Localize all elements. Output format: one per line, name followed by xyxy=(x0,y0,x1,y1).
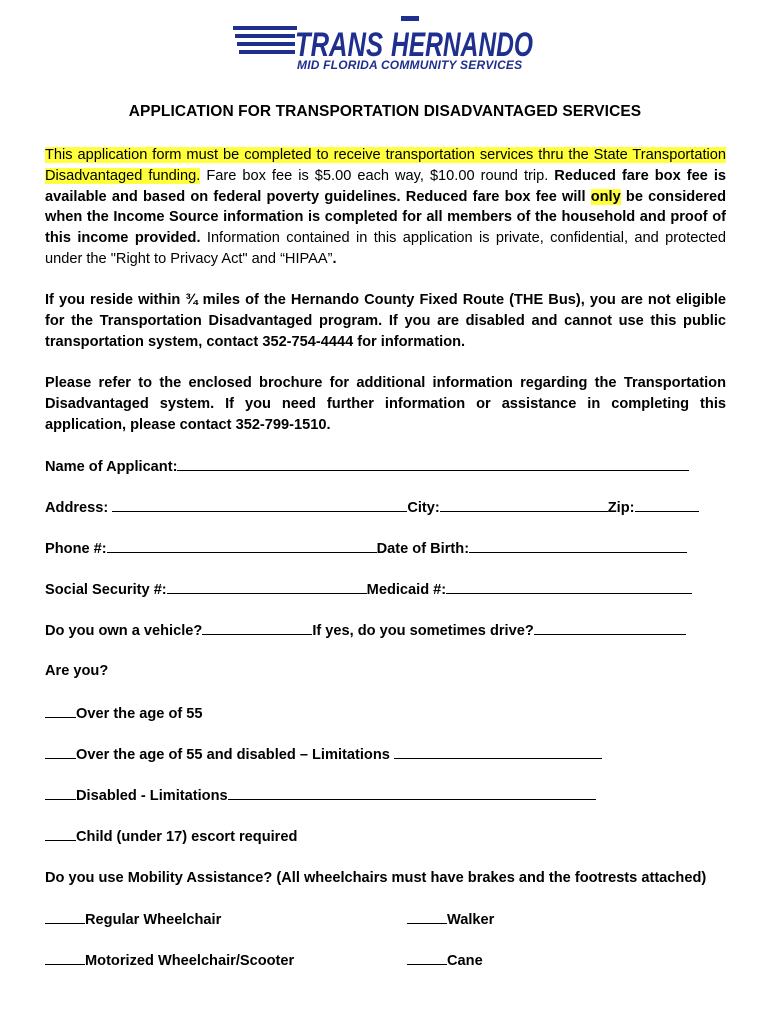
ssn-label: Social Security #: xyxy=(45,582,167,598)
phone-label: Phone #: xyxy=(45,541,107,557)
motorized-wheelchair-checkline[interactable] xyxy=(45,951,85,965)
motorized-wheelchair-label: Motorized Wheelchair/Scooter xyxy=(85,953,295,969)
city-field[interactable] xyxy=(440,498,608,512)
page-title: APPLICATION FOR TRANSPORTATION DISADVANTAGED SERVICES xyxy=(128,103,642,120)
over55-checkline[interactable] xyxy=(45,704,76,718)
fixed-route-notice: If you reside within ¾ miles of the Hernando County Fixed Route (THE Bus), you are not eligible for the Transportation Disadvantaged program. If you are disabled and cannot use this public transportation system, contact 352-754-4444 for information. xyxy=(45,292,726,350)
vehicle-field[interactable] xyxy=(202,621,312,635)
regular-wheelchair-label: Regular Wheelchair xyxy=(85,912,222,928)
regular-wheelchair-checkline[interactable] xyxy=(45,910,85,924)
dob-label: Date of Birth: xyxy=(376,541,470,557)
are-you-heading: Are you? xyxy=(45,663,109,679)
reduced-fare-info: Reduced fare box fee is available and based on federal poverty guidelines. Reduced fare box fee will xyxy=(45,167,726,205)
logo-subtitle: MID FLORIDA COMMUNITY SERVICES xyxy=(297,58,523,72)
over55-disabled-option xyxy=(45,745,602,764)
logo-word-trans: TRANS xyxy=(295,26,384,64)
applicant-name-row xyxy=(45,457,689,476)
mobility-question: Do you use Mobility Assistance? (All wheelchairs must have brakes and the footrests attached) xyxy=(45,870,707,886)
zip-field[interactable] xyxy=(635,498,699,512)
over55-option xyxy=(45,704,203,723)
phone-row xyxy=(45,539,687,558)
over55-label: Over the age of 55 xyxy=(76,706,203,722)
address-row xyxy=(45,498,699,517)
disabled-label: Disabled - Limitations xyxy=(76,788,228,804)
intro-paragraph xyxy=(45,145,726,270)
disabled-checkline[interactable] xyxy=(45,786,76,800)
applicant-name-label: Name of Applicant: xyxy=(45,459,178,475)
reduced-fare-info-2: be considered when the Income Source information is completed for all members of the household and proof of this income provided. xyxy=(45,188,726,247)
dob-field[interactable] xyxy=(469,539,687,553)
logo-speed-line xyxy=(237,42,295,46)
only-emphasis: only xyxy=(590,188,621,205)
disabled-limitations-field[interactable] xyxy=(228,786,596,800)
privacy-notice: Information contained in this application is private, confidential, and protected under the "Right to Privacy Act" and “HIPAA” xyxy=(45,230,726,267)
drive-label: If yes, do you sometimes drive? xyxy=(312,623,534,639)
vehicle-label: Do you own a vehicle? xyxy=(45,623,203,639)
highlighted-requirement: This application form must be completed to receive transportation services thru the State Transportation Disadvantaged funding. xyxy=(45,147,726,184)
brochure-notice: Please refer to the enclosed brochure for additional information regarding the Transportation Disadvantaged system. If you need further information or assistance in completing this application, please contact 352-799-1510. xyxy=(45,375,726,433)
address-field[interactable] xyxy=(112,498,407,512)
mobility-row-2 xyxy=(45,951,725,970)
over55-disabled-label: Over the age of 55 and disabled – Limitations xyxy=(76,747,394,763)
over55-limitations-field[interactable] xyxy=(394,745,602,759)
ssn-row xyxy=(45,580,692,599)
phone-field[interactable] xyxy=(107,539,377,553)
walker-checkline[interactable] xyxy=(407,910,447,924)
fare-info: Fare box fee is $5.00 each way, $10.00 round trip. xyxy=(200,167,555,184)
zip-label: Zip: xyxy=(607,500,635,516)
logo-speed-line xyxy=(233,26,297,30)
medicaid-label: Medicaid #: xyxy=(366,582,447,598)
logo-h-accent xyxy=(401,16,419,21)
logo-word-hernando: HERNANDO xyxy=(391,26,533,64)
city-label: City: xyxy=(407,500,440,516)
applicant-name-field[interactable] xyxy=(177,457,689,471)
medicaid-field[interactable] xyxy=(446,580,692,594)
trans-hernando-logo xyxy=(233,16,535,78)
child-label: Child (under 17) escort required xyxy=(76,829,298,845)
disabled-option xyxy=(45,786,596,805)
ssn-field[interactable] xyxy=(167,580,367,594)
walker-option xyxy=(407,910,494,929)
address-label: Address: xyxy=(45,500,113,516)
motorized-wheelchair-option xyxy=(45,953,294,969)
regular-wheelchair-option xyxy=(45,912,221,928)
cane-checkline[interactable] xyxy=(407,951,447,965)
child-option xyxy=(45,827,297,846)
mobility-row-1 xyxy=(45,910,725,929)
cane-label: Cane xyxy=(447,953,483,969)
vehicle-row xyxy=(45,621,686,640)
privacy-period: . xyxy=(332,250,337,267)
child-checkline[interactable] xyxy=(45,827,76,841)
walker-label: Walker xyxy=(447,912,495,928)
cane-option xyxy=(407,951,483,970)
over55-disabled-checkline[interactable] xyxy=(45,745,76,759)
logo-speed-line xyxy=(239,50,295,54)
logo-speed-line xyxy=(235,34,295,38)
drive-field[interactable] xyxy=(534,621,686,635)
